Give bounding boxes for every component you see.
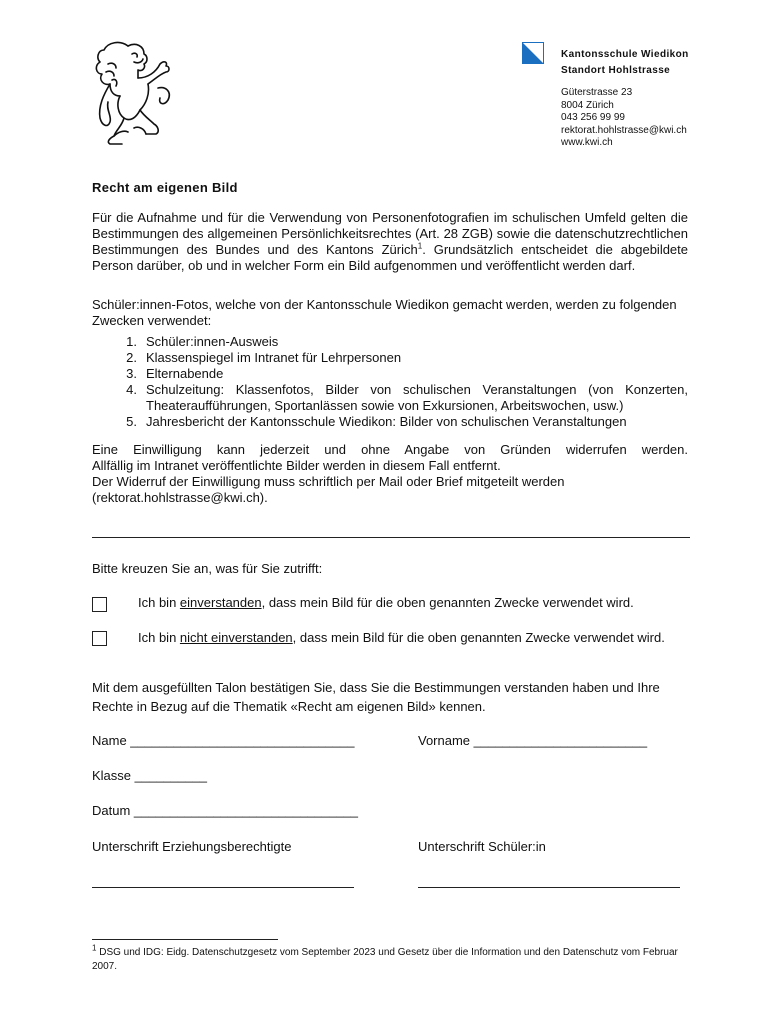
checkbox-prompt: Bitte kreuzen Sie an, was für Sie zutrifft: [92, 561, 323, 576]
datum-field[interactable]: Datum _______________________________ [92, 803, 359, 818]
klasse-field[interactable]: Klasse __________ [92, 768, 207, 783]
signature-parent-line[interactable] [92, 887, 354, 888]
list-item: 3. Elternabende [126, 366, 224, 381]
intro-text-end: . Grundsätzlich entscheidet die abgebildete Person darüber, ob und in welcher Form ein Bild aufgenommen und veröffentlicht werden darf. [92, 242, 689, 273]
address-web[interactable]: www.kwi.ch [561, 137, 613, 148]
signature-student-label: Unterschrift Schüler:in [418, 839, 546, 854]
signature-student-line[interactable] [418, 887, 680, 888]
list-item: 1. Schüler:innen-Ausweis [126, 334, 279, 349]
intro-paragraph [92, 210, 688, 274]
address-street: Güterstrasse 23 [561, 87, 633, 98]
signature-parent-label: Unterschrift Erziehungsberechtigte [92, 839, 292, 854]
list-item: 4. Schulzeitung: Klassenfotos, Bilder von schulischen Veranstaltungen (von Konzerten, Theateraufführungen, Sportanlässen sowie von Exkursionen, Arbeitswochen, usw.) [126, 382, 688, 413]
school-header [561, 47, 689, 79]
intro-text: Für die Aufnahme und für die Verwendung von Personenfotografien im schulischen Umfeld gelten die Bestimmungen des allgemeinen Persönlichkeitsrechtes (Art. 28 ZGB) sowie die datenschutzrechtlichen Bestimmungen des Bundes und des Kantons Zürich [92, 210, 688, 257]
usage-list [92, 334, 688, 430]
school-address [561, 87, 687, 150]
confirmation-paragraph: Mit dem ausgefüllten Talon bestätigen Sie, dass Sie die Bestimmungen verstanden haben und Ihre Rechte in Bezug auf die Thematik «Recht am eigenen Bild» kennen. [92, 680, 660, 714]
school-site: Standort Hohlstrasse [561, 65, 671, 76]
consent-option-label: Ich bin einverstanden, dass mein Bild für die oben genannten Zwecke verwendet wird. [138, 595, 634, 610]
list-item: 2. Klassenspiegel im Intranet für Lehrpersonen [126, 350, 402, 365]
no-consent-option-label: Ich bin nicht einverstanden, dass mein Bild für die oben genannten Zwecke verwendet wird. [138, 630, 665, 645]
address-phone: 043 256 99 99 [561, 112, 625, 123]
section-divider [92, 537, 690, 538]
revocation-line-1: Eine Einwilligung kann jederzeit und ohne Angabe von Gründen widerrufen werden. [92, 442, 688, 457]
name-field[interactable]: Name _______________________________ [92, 733, 355, 748]
footnote [92, 943, 692, 974]
vorname-field[interactable]: Vorname ________________________ [418, 733, 648, 748]
footnote-ref: 1 [417, 241, 423, 251]
no-consent-checkbox[interactable] [92, 631, 107, 646]
revocation-paragraph [92, 442, 688, 506]
address-email[interactable]: rektorat.hohlstrasse@kwi.ch [561, 124, 687, 136]
address-city: 8004 Zürich [561, 99, 614, 111]
list-item: 5. Jahresbericht der Kantonsschule Wiedikon: Bilder von schulischen Veranstaltungen [126, 414, 627, 429]
school-name: Kantonsschule Wiedikon [561, 49, 689, 60]
document-title: Recht am eigenen Bild [92, 180, 238, 195]
footnote-text: DSG und IDG: Eidg. Datenschutzgesetz vom September 2023 und Gesetz über die Information und den Datenschutz vom Februar 2007. [92, 947, 678, 972]
revocation-line-2: Allfällig im Intranet veröffentlichte Bilder werden in diesem Fall entfernt. [92, 458, 501, 473]
footnote-number: 1 [92, 943, 97, 953]
usage-paragraph: Schüler:innen-Fotos, welche von der Kantonsschule Wiedikon gemacht werden, werden zu folgenden Zwecken verwendet: [92, 297, 677, 328]
lion-logo [88, 38, 180, 150]
canton-flag-icon [522, 42, 544, 64]
revocation-line-3: Der Widerruf der Einwilligung muss schriftlich per Mail oder Brief mitgeteilt werden (rektorat.hohlstrasse@kwi.ch). [92, 474, 565, 505]
consent-checkbox[interactable] [92, 597, 107, 612]
footnote-divider [92, 939, 278, 940]
